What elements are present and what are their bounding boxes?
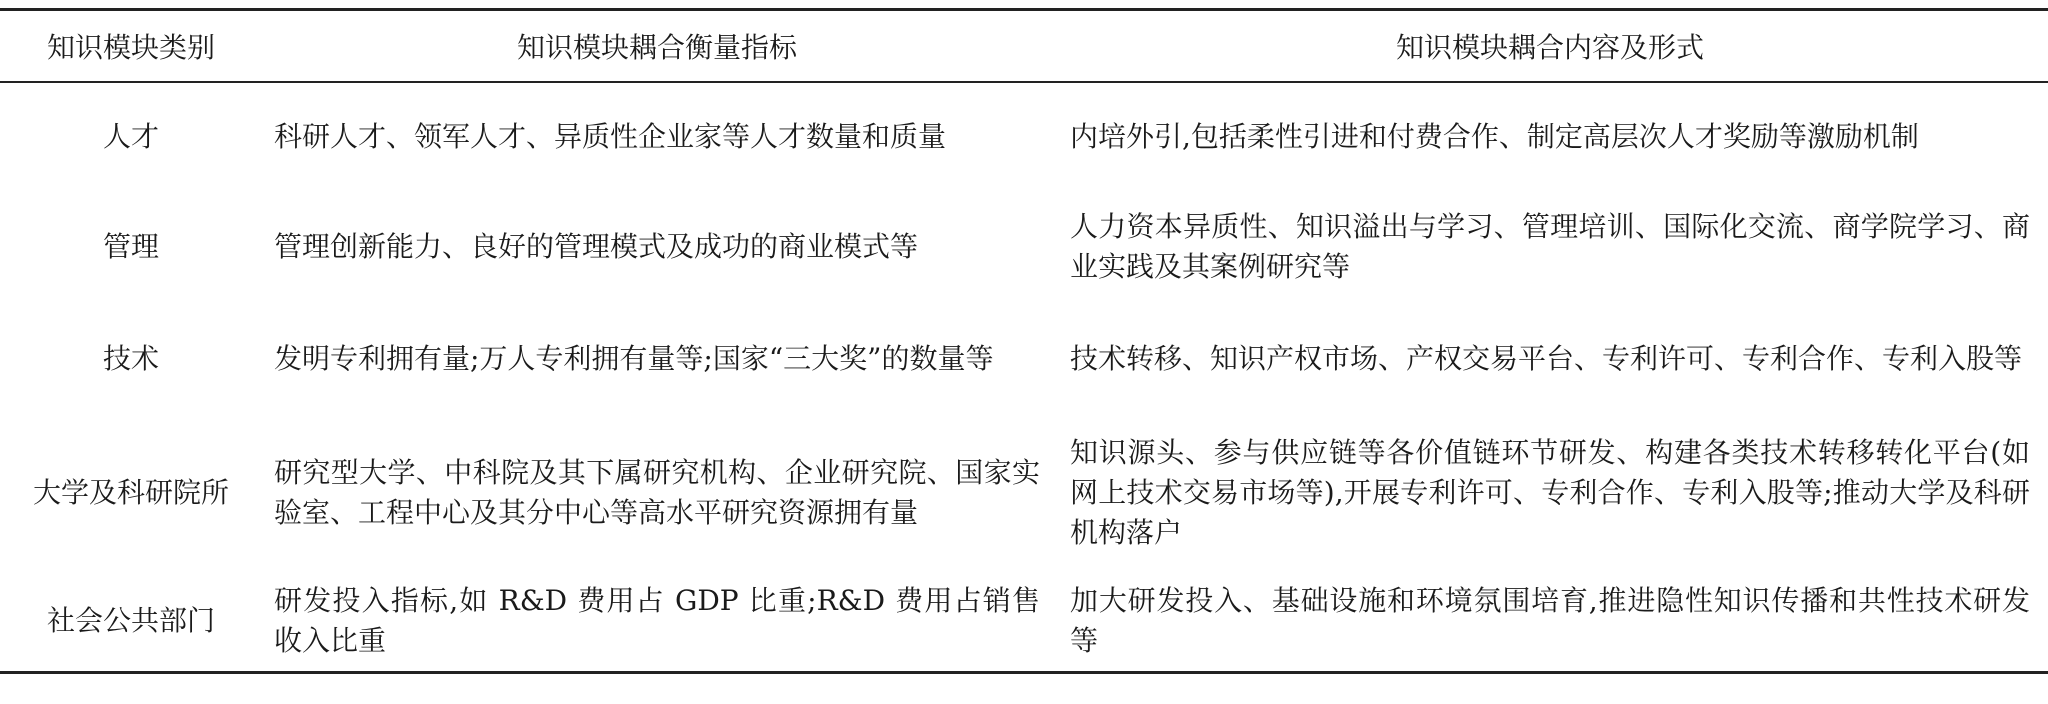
knowledge-module-table-container: [0, 8, 2048, 674]
header-category: 知识模块类别: [46, 31, 215, 64]
category-cell: 社会公共部门: [46, 604, 215, 637]
table-row: [0, 191, 2048, 303]
category-cell: 人才: [102, 120, 159, 153]
form-cell: 技术转移、知识产权市场、产权交易平台、专利许可、专利合作、专利入股等: [1070, 342, 2023, 375]
table-row: [0, 571, 2048, 673]
indicator-cell: 研究型大学、中科院及其下属研究机构、企业研究院、国家实验室、工程中心及其分中心等高水平研究资源拥有量: [274, 456, 1040, 529]
table-row: [0, 303, 2048, 415]
category-cell: 大学及科研院所: [32, 476, 229, 509]
header-form: 知识模块耦合内容及形式: [1395, 31, 1704, 64]
indicator-cell: 科研人才、领军人才、异质性企业家等人才数量和质量: [274, 120, 947, 153]
indicator-cell: 研发投入指标,如 R&D 费用占 GDP 比重;R&D 费用占销售收入比重: [274, 584, 1040, 657]
table-header: [0, 10, 2048, 83]
indicator-cell: 发明专利拥有量;万人专利拥有量等;国家“三大奖”的数量等: [274, 342, 994, 375]
knowledge-module-table: [0, 8, 2048, 674]
form-cell: 知识源头、参与供应链等各价值链环节研发、构建各类技术转移转化平台(如网上技术交易市场等),开展专利许可、专利合作、专利入股等;推动大学及科研机构落户: [1070, 436, 2030, 549]
table-row: [0, 415, 2048, 571]
form-cell: 内培外引,包括柔性引进和付费合作、制定高层次人才奖励等激励机制: [1070, 120, 1919, 153]
category-cell: 技术: [102, 342, 159, 375]
table-body: [0, 82, 2048, 673]
header-indicator: 知识模块耦合衡量指标: [516, 31, 797, 64]
table-row: [0, 82, 2048, 191]
form-cell: 人力资本异质性、知识溢出与学习、管理培训、国际化交流、商学院学习、商业实践及其案例研究等: [1070, 210, 2030, 283]
category-cell: 管理: [102, 230, 159, 263]
form-cell: 加大研发投入、基础设施和环境氛围培育,推进隐性知识传播和共性技术研发等: [1070, 584, 2030, 657]
indicator-cell: 管理创新能力、良好的管理模式及成功的商业模式等: [274, 230, 919, 263]
header-row: [0, 10, 2048, 83]
